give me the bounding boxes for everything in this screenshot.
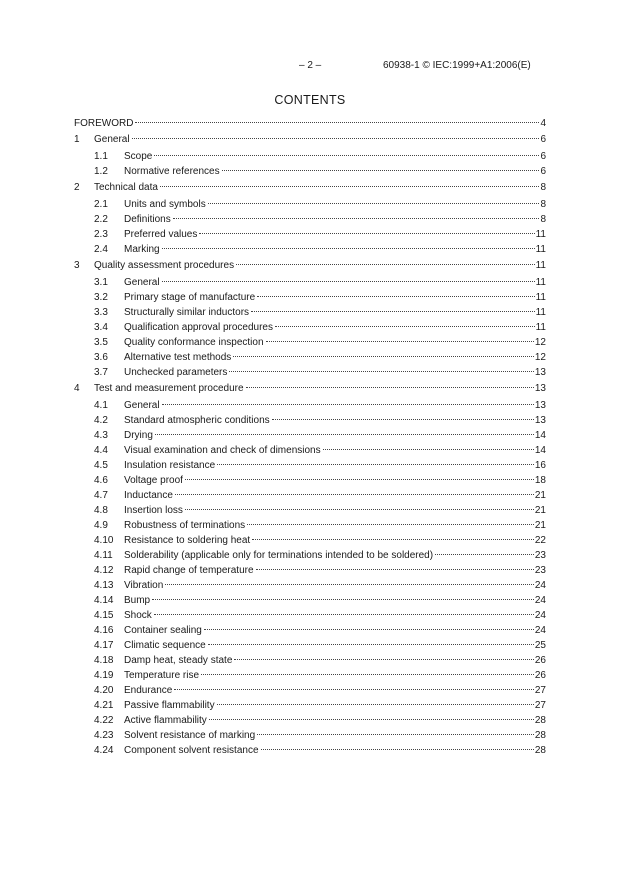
- table-of-contents: [0, 116, 620, 758]
- dot-leader: [209, 719, 534, 720]
- dot-leader: [217, 464, 534, 465]
- toc-entry-number: 4.7: [94, 490, 108, 501]
- toc-entry[interactable]: [0, 275, 620, 290]
- dot-leader: [261, 749, 534, 750]
- toc-entry[interactable]: [0, 428, 620, 443]
- toc-entry-line: [124, 608, 546, 623]
- toc-entry-line: [124, 428, 546, 443]
- toc-entry-label: Component solvent resistance: [124, 745, 259, 756]
- toc-entry-label: Definitions: [124, 214, 171, 225]
- toc-entry[interactable]: [0, 653, 620, 668]
- toc-entry-number: 4.12: [94, 565, 114, 576]
- dot-leader: [162, 281, 535, 282]
- toc-entry-page: 28: [534, 715, 546, 726]
- toc-entry-line: [124, 275, 546, 290]
- toc-entry-line: [124, 305, 546, 320]
- toc-entry-number: 3.5: [94, 337, 108, 348]
- toc-entry[interactable]: [0, 257, 620, 275]
- toc-entry[interactable]: [0, 713, 620, 728]
- toc-entry[interactable]: [0, 212, 620, 227]
- toc-entry-number: 4.24: [94, 745, 114, 756]
- toc-entry-line: [94, 380, 546, 398]
- toc-entry-page: 13: [534, 415, 546, 426]
- toc-entry-page: 13: [534, 383, 546, 394]
- toc-entry-label: Drying: [124, 430, 153, 441]
- dot-leader: [152, 599, 534, 600]
- dot-leader: [160, 186, 540, 187]
- toc-entry[interactable]: [0, 503, 620, 518]
- toc-entry[interactable]: [0, 380, 620, 398]
- dot-leader: [247, 524, 534, 525]
- dot-leader: [236, 264, 535, 265]
- toc-entry-page: 24: [534, 580, 546, 591]
- toc-entry[interactable]: [0, 350, 620, 365]
- dot-leader: [185, 509, 534, 510]
- dot-leader: [135, 122, 539, 123]
- toc-entry-label: Test and measurement procedure: [94, 383, 244, 394]
- toc-entry-number: 4.15: [94, 610, 114, 621]
- toc-entry-page: 23: [534, 565, 546, 576]
- toc-entry[interactable]: [0, 149, 620, 164]
- toc-entry[interactable]: [0, 728, 620, 743]
- toc-entry-line: [124, 365, 546, 380]
- toc-entry-number: 3.2: [94, 292, 108, 303]
- dot-leader: [162, 404, 534, 405]
- toc-entry-page: 16: [534, 460, 546, 471]
- toc-entry[interactable]: [0, 398, 620, 413]
- toc-entry-label: Quality assessment procedures: [94, 260, 235, 271]
- dot-leader: [272, 419, 534, 420]
- toc-entry-page: 18: [534, 475, 546, 486]
- toc-entry-label: Structurally similar inductors: [124, 307, 250, 318]
- toc-entry[interactable]: [0, 548, 620, 563]
- toc-entry-page: 11: [535, 292, 546, 303]
- toc-entry-number: 2: [74, 182, 80, 193]
- toc-entry-line: [124, 548, 546, 563]
- toc-entry-number: 4.2: [94, 415, 108, 426]
- dot-leader: [175, 494, 534, 495]
- toc-entry-label: Vibration: [124, 580, 164, 591]
- toc-entry-line: [124, 638, 546, 653]
- toc-entry-label: Container sealing: [124, 625, 202, 636]
- toc-entry-line: [124, 503, 546, 518]
- toc-entry[interactable]: [0, 698, 620, 713]
- toc-entry[interactable]: [0, 608, 620, 623]
- toc-entry-line: [124, 488, 546, 503]
- toc-entry[interactable]: [0, 563, 620, 578]
- toc-entry-label: Solderability (applicable only for terminations intended to be soldered): [124, 550, 434, 561]
- toc-entry-label: Temperature rise: [124, 670, 200, 681]
- toc-entry-label: Normative references: [124, 166, 220, 177]
- toc-entry-label: Standard atmospheric conditions: [124, 415, 270, 426]
- dot-leader: [217, 704, 534, 705]
- toc-entry[interactable]: [0, 131, 620, 149]
- toc-entry-page: 21: [534, 490, 546, 501]
- toc-entry-number: 2.3: [94, 229, 108, 240]
- dot-leader: [266, 341, 534, 342]
- toc-entry[interactable]: [0, 443, 620, 458]
- toc-entry[interactable]: [0, 320, 620, 335]
- toc-entry-label: Resistance to soldering heat: [124, 535, 251, 546]
- toc-entry-label: FOREWORD: [74, 118, 134, 129]
- toc-entry-page: 4: [540, 118, 546, 129]
- toc-entry[interactable]: [0, 242, 620, 257]
- toc-entry-line: [124, 413, 546, 428]
- toc-entry-number: 4.22: [94, 715, 114, 726]
- toc-entry-number: 4.4: [94, 445, 108, 456]
- toc-entry-number: 4.10: [94, 535, 114, 546]
- toc-entry[interactable]: [0, 623, 620, 638]
- toc-entry-page: 28: [534, 730, 546, 741]
- toc-entry-label: Alternative test methods: [124, 352, 232, 363]
- toc-entry-label: Preferred values: [124, 229, 198, 240]
- toc-entry[interactable]: [0, 743, 620, 758]
- toc-entry-line: [124, 653, 546, 668]
- toc-entry-line: [124, 227, 546, 242]
- toc-entry-number: 4.6: [94, 475, 108, 486]
- dot-leader: [132, 138, 540, 139]
- dot-leader: [222, 170, 540, 171]
- toc-entry-page: 24: [534, 610, 546, 621]
- toc-entry-line: [74, 116, 546, 131]
- toc-entry[interactable]: [0, 593, 620, 608]
- toc-entry-number: 4.8: [94, 505, 108, 516]
- toc-entry[interactable]: [0, 116, 620, 131]
- dot-leader: [246, 387, 534, 388]
- toc-entry-line: [124, 398, 546, 413]
- toc-entry-number: 4.17: [94, 640, 114, 651]
- toc-entry-line: [124, 212, 546, 227]
- toc-entry[interactable]: [0, 458, 620, 473]
- toc-entry-page: 12: [534, 337, 546, 348]
- toc-entry-page: 21: [534, 505, 546, 516]
- dot-leader: [257, 296, 534, 297]
- toc-entry-label: Solvent resistance of marking: [124, 730, 256, 741]
- dot-leader: [229, 371, 533, 372]
- toc-entry-page: 11: [535, 229, 546, 240]
- toc-entry-line: [94, 131, 546, 149]
- toc-entry-label: Climatic sequence: [124, 640, 206, 651]
- toc-entry-page: 11: [535, 244, 546, 255]
- toc-entry-line: [94, 179, 546, 197]
- dot-leader: [201, 674, 534, 675]
- toc-entry-label: Marking: [124, 244, 160, 255]
- toc-entry-number: 4.16: [94, 625, 114, 636]
- toc-entry-page: 6: [540, 166, 546, 177]
- dot-leader: [199, 233, 534, 234]
- toc-entry-line: [124, 518, 546, 533]
- toc-entry-page: 8: [540, 182, 546, 193]
- toc-entry-line: [124, 593, 546, 608]
- toc-entry-number: 2.2: [94, 214, 108, 225]
- toc-entry-label: Endurance: [124, 685, 173, 696]
- toc-entry-label: Active flammability: [124, 715, 207, 726]
- toc-entry-label: Shock: [124, 610, 152, 621]
- toc-entry-line: [124, 443, 546, 458]
- toc-entry-number: 1.1: [94, 151, 108, 162]
- toc-entry-line: [124, 713, 546, 728]
- toc-entry-number: 4.1: [94, 400, 108, 411]
- toc-entry-page: 13: [534, 400, 546, 411]
- toc-entry[interactable]: [0, 488, 620, 503]
- dot-leader: [208, 203, 540, 204]
- toc-entry-label: Robustness of terminations: [124, 520, 246, 531]
- toc-entry-label: Rapid change of temperature: [124, 565, 254, 576]
- toc-entry-line: [124, 473, 546, 488]
- toc-entry-number: 3.1: [94, 277, 108, 288]
- toc-entry[interactable]: [0, 683, 620, 698]
- toc-entry-number: 4.5: [94, 460, 108, 471]
- toc-entry-line: [124, 149, 546, 164]
- toc-entry-line: [124, 335, 546, 350]
- dot-leader: [204, 629, 534, 630]
- toc-entry[interactable]: [0, 305, 620, 320]
- toc-entry-number: 3.3: [94, 307, 108, 318]
- toc-entry-label: Damp heat, steady state: [124, 655, 233, 666]
- dot-leader: [234, 659, 533, 660]
- dot-leader: [323, 449, 534, 450]
- toc-entry-line: [124, 197, 546, 212]
- toc-entry-page: 21: [534, 520, 546, 531]
- toc-entry-page: 11: [535, 307, 546, 318]
- toc-entry-page: 11: [535, 322, 546, 333]
- dot-leader: [251, 311, 535, 312]
- toc-entry-page: 22: [534, 535, 546, 546]
- toc-entry-number: 4.18: [94, 655, 114, 666]
- toc-entry-line: [124, 743, 546, 758]
- toc-entry-page: 26: [534, 655, 546, 666]
- toc-entry-page: 8: [540, 199, 546, 210]
- toc-entry-page: 6: [540, 151, 546, 162]
- dot-leader: [173, 218, 540, 219]
- dot-leader: [252, 539, 534, 540]
- dot-leader: [435, 554, 534, 555]
- toc-entry-line: [124, 242, 546, 257]
- toc-entry-page: 14: [534, 430, 546, 441]
- toc-entry-label: General: [124, 277, 160, 288]
- toc-entry-label: Units and symbols: [124, 199, 206, 210]
- dot-leader: [154, 614, 534, 615]
- toc-entry-page: 28: [534, 745, 546, 756]
- toc-entry-page: 6: [540, 134, 546, 145]
- dot-leader: [185, 479, 534, 480]
- toc-entry-page: 27: [534, 685, 546, 696]
- toc-entry-line: [124, 623, 546, 638]
- toc-entry-page: 23: [534, 550, 546, 561]
- toc-entry-number: 1.2: [94, 166, 108, 177]
- toc-entry-line: [124, 533, 546, 548]
- toc-entry-label: Scope: [124, 151, 153, 162]
- toc-entry-number: 4.20: [94, 685, 114, 696]
- toc-entry-number: 4: [74, 383, 80, 394]
- toc-entry-label: Voltage proof: [124, 475, 183, 486]
- toc-entry-label: General: [94, 134, 130, 145]
- toc-entry[interactable]: [0, 365, 620, 380]
- dot-leader: [165, 584, 534, 585]
- dot-leader: [162, 248, 535, 249]
- toc-entry-page: 8: [540, 214, 546, 225]
- toc-entry-number: 4.14: [94, 595, 114, 606]
- toc-entry-label: Qualification approval procedures: [124, 322, 273, 333]
- toc-entry-label: Insulation resistance: [124, 460, 216, 471]
- toc-entry-label: Unchecked parameters: [124, 367, 228, 378]
- toc-entry-label: Primary stage of manufacture: [124, 292, 256, 303]
- toc-entry[interactable]: [0, 668, 620, 683]
- toc-entry-line: [124, 458, 546, 473]
- toc-entry-page: 11: [535, 260, 546, 271]
- toc-entry-line: [124, 164, 546, 179]
- dot-leader: [275, 326, 535, 327]
- toc-entry-line: [124, 350, 546, 365]
- toc-entry-label: Inductance: [124, 490, 173, 501]
- toc-entry-page: 25: [534, 640, 546, 651]
- toc-entry[interactable]: [0, 473, 620, 488]
- toc-entry[interactable]: [0, 164, 620, 179]
- toc-entry-page: 14: [534, 445, 546, 456]
- toc-entry-line: [124, 668, 546, 683]
- toc-entry-page: 13: [534, 367, 546, 378]
- toc-entry-number: 4.23: [94, 730, 114, 741]
- toc-entry[interactable]: [0, 518, 620, 533]
- toc-entry-label: Passive flammability: [124, 700, 215, 711]
- dot-leader: [256, 569, 534, 570]
- toc-entry-page: 11: [535, 277, 546, 288]
- toc-entry-page: 24: [534, 595, 546, 606]
- toc-entry-line: [124, 290, 546, 305]
- toc-entry[interactable]: [0, 533, 620, 548]
- toc-entry-page: 24: [534, 625, 546, 636]
- toc-entry-label: General: [124, 400, 160, 411]
- page-header: [0, 60, 620, 74]
- toc-entry-number: 4.3: [94, 430, 108, 441]
- toc-entry-label: Bump: [124, 595, 151, 606]
- toc-entry-number: 4.11: [94, 550, 113, 561]
- toc-entry-number: 4.19: [94, 670, 114, 681]
- toc-entry-number: 3.6: [94, 352, 108, 363]
- toc-entry-number: 3.7: [94, 367, 108, 378]
- toc-entry-line: [124, 698, 546, 713]
- dot-leader: [155, 434, 534, 435]
- toc-entry-line: [94, 257, 546, 275]
- document-id: 60938-1 © IEC:1999+A1:2006(E): [383, 60, 531, 71]
- toc-entry[interactable]: [0, 290, 620, 305]
- toc-entry-label: Quality conformance inspection: [124, 337, 264, 348]
- toc-entry-number: 4.9: [94, 520, 108, 531]
- toc-entry-page: 12: [534, 352, 546, 363]
- toc-entry[interactable]: [0, 227, 620, 242]
- toc-entry-page: 27: [534, 700, 546, 711]
- dot-leader: [154, 155, 539, 156]
- toc-entry-number: 3: [74, 260, 80, 271]
- dot-leader: [257, 734, 534, 735]
- toc-entry-number: 4.13: [94, 580, 114, 591]
- toc-entry-label: Technical data: [94, 182, 158, 193]
- dot-leader: [174, 689, 534, 690]
- toc-entry-number: 2.1: [94, 199, 108, 210]
- toc-entry[interactable]: [0, 578, 620, 593]
- toc-entry[interactable]: [0, 179, 620, 197]
- toc-entry-line: [124, 563, 546, 578]
- toc-entry[interactable]: [0, 335, 620, 350]
- toc-entry-label: Insertion loss: [124, 505, 183, 516]
- toc-entry-line: [124, 683, 546, 698]
- toc-entry-number: 3.4: [94, 322, 108, 333]
- page-number: – 2 –: [299, 60, 322, 71]
- toc-entry-line: [124, 320, 546, 335]
- page-title: CONTENTS: [274, 93, 346, 107]
- toc-entry-number: 1: [74, 134, 80, 145]
- dot-leader: [208, 644, 534, 645]
- dot-leader: [233, 356, 534, 357]
- toc-entry[interactable]: [0, 638, 620, 653]
- toc-entry-line: [124, 728, 546, 743]
- toc-entry-number: 4.21: [94, 700, 114, 711]
- toc-entry-number: 2.4: [94, 244, 108, 255]
- toc-entry[interactable]: [0, 197, 620, 212]
- toc-entry-page: 26: [534, 670, 546, 681]
- toc-entry-label: Visual examination and check of dimensions: [124, 445, 321, 456]
- toc-entry-line: [124, 578, 546, 593]
- toc-entry[interactable]: [0, 413, 620, 428]
